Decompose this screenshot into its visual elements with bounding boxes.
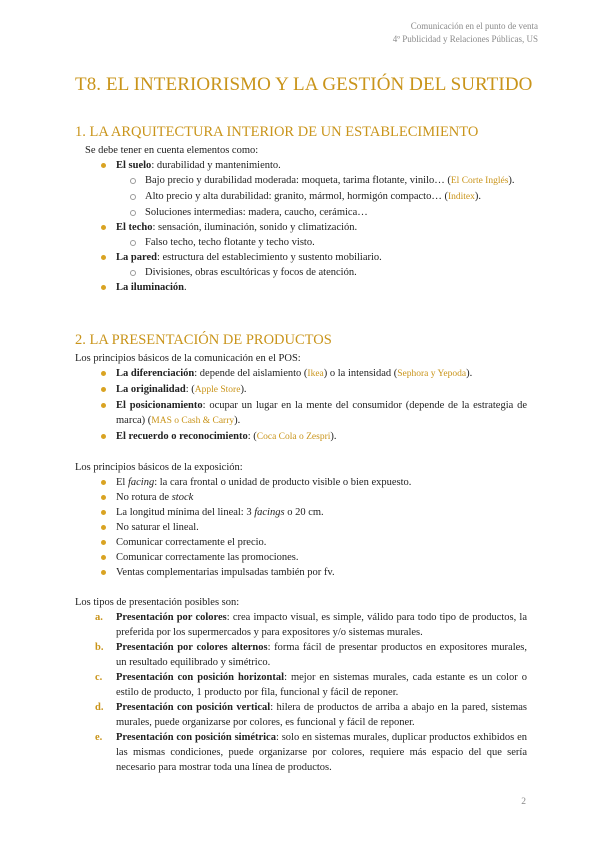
- list-item: Comunicar correctamente el precio.: [75, 535, 527, 550]
- list-item-wall: La pared: estructura del establecimiento y sustento mobiliario. Divisiones, obras escultóricas y focos de atención.: [75, 250, 527, 280]
- example-brand: El Corte Inglés: [450, 176, 509, 186]
- exposition-principles: [75, 475, 527, 580]
- list-item: La longitud mínima del lineal: 3 facings o 20 cm.: [75, 505, 527, 520]
- ceiling-sublist: [116, 235, 527, 250]
- header-degree: 4º Publicidad y Relaciones Públicas, US: [392, 34, 538, 44]
- communication-principles: [75, 366, 527, 445]
- page-number: 2: [521, 797, 526, 807]
- list-item: a. Presentación por colores: crea impacto visual, es simple, válido para todo tipo de productos, la preferida por los supermercados y para expositores y/o sistemas murales.: [95, 612, 527, 638]
- list-item: c. Presentación con posición horizontal: mejor en sistemas murales, cada estante es un color o estilo de producto, 1 producto por fila, funcional y fácil de reponer.: [95, 672, 528, 698]
- list-item-lighting: La iluminación.: [75, 280, 527, 295]
- list-item: No saturar el lineal.: [75, 520, 527, 535]
- list-item-floor: El suelo: durabilidad y mantenimiento. Bajo precio y durabilidad moderada: moqueta, tarima flotante, vinilo… (El Corte Inglés). Alto precio y alta durabilidad: granito, mármol, hormigón compacto… (Inditex). Soluciones intermedias: madera, caucho, cerámica…: [75, 158, 527, 220]
- wall-sublist: [116, 265, 527, 280]
- list-item: Falso techo, techo flotante y techo visto.: [116, 235, 527, 250]
- types-intro: Los tipos de presentación posibles son:: [75, 597, 240, 608]
- list-item: El posicionamiento: ocupar un lugar en la mente del consumidor (depende de la estrategia de marca) (MAS o Cash & Carry).: [75, 398, 527, 429]
- list-item: El facing: la cara frontal o unidad de producto visible o bien expuesto.: [75, 475, 527, 490]
- list-item: Bajo precio y durabilidad moderada: moqueta, tarima flotante, vinilo… (El Corte Inglés).: [116, 173, 527, 189]
- list-item-ceiling: El techo: sensación, iluminación, sonido y climatización. Falso techo, techo flotante y techo visto.: [75, 220, 527, 250]
- document-title: T8. EL INTERIORISMO Y LA GESTIÓN DEL SURTIDO: [75, 74, 533, 95]
- list-item: Soluciones intermedias: madera, caucho, cerámica…: [116, 205, 527, 220]
- list-item: d. Presentación con posición vertical: hilera de productos de arriba a abajo en la pared, sistemas murales, puede organizarse por colores, es funcional y fácil de reponer.: [95, 702, 527, 728]
- list-item: b. Presentación por colores alternos: forma fácil de presentar productos en expositores murales, un resultado equilibrado y simétrico.: [95, 642, 527, 668]
- example-brand: Inditex: [447, 192, 475, 202]
- list-item: La originalidad: (Apple Store).: [75, 382, 527, 398]
- architecture-list: [75, 158, 527, 295]
- list-item: Alto precio y alta durabilidad: granito, mármol, hormigón compacto… (Inditex).: [116, 189, 527, 205]
- section-1-title: 1. LA ARQUITECTURA INTERIOR DE UN ESTABLECIMIENTO: [75, 124, 479, 140]
- list-item: No rotura de stock: [75, 490, 527, 505]
- list-item: Comunicar correctamente las promociones.: [75, 550, 527, 565]
- exposition-intro: Los principios básicos de la exposición:: [75, 462, 243, 473]
- header-course: Comunicación en el punto de venta: [410, 21, 538, 31]
- floor-sublist: [116, 173, 527, 220]
- section-2-title: 2. LA PRESENTACIÓN DE PRODUCTOS: [75, 332, 332, 348]
- communication-intro: Los principios básicos de la comunicación en el POS:: [75, 353, 301, 364]
- list-item: Divisiones, obras escultóricas y focos de atención.: [116, 265, 527, 280]
- page-header: [393, 20, 538, 46]
- section-presentation: [75, 333, 527, 775]
- section-1-intro: Se debe tener en cuenta elementos como:: [85, 145, 259, 156]
- section-architecture: [75, 125, 527, 295]
- list-item: La diferenciación: depende del aislamiento (Ikea) o la intensidad (Sephora y Yepoda).: [75, 366, 527, 382]
- presentation-types: [75, 610, 527, 775]
- list-item: Ventas complementarias impulsadas también por fv.: [75, 565, 527, 580]
- list-item: e. Presentación con posición simétrica: solo en sistemas murales, duplicar productos exhibidos en las mismas condiciones, puede organizarse por colores, requiere más espacio del que sería necesario para mostrar toda una línea de productos.: [95, 732, 527, 773]
- list-item: El recuerdo o reconocimiento: (Coca Cola o Zespri).: [75, 429, 527, 445]
